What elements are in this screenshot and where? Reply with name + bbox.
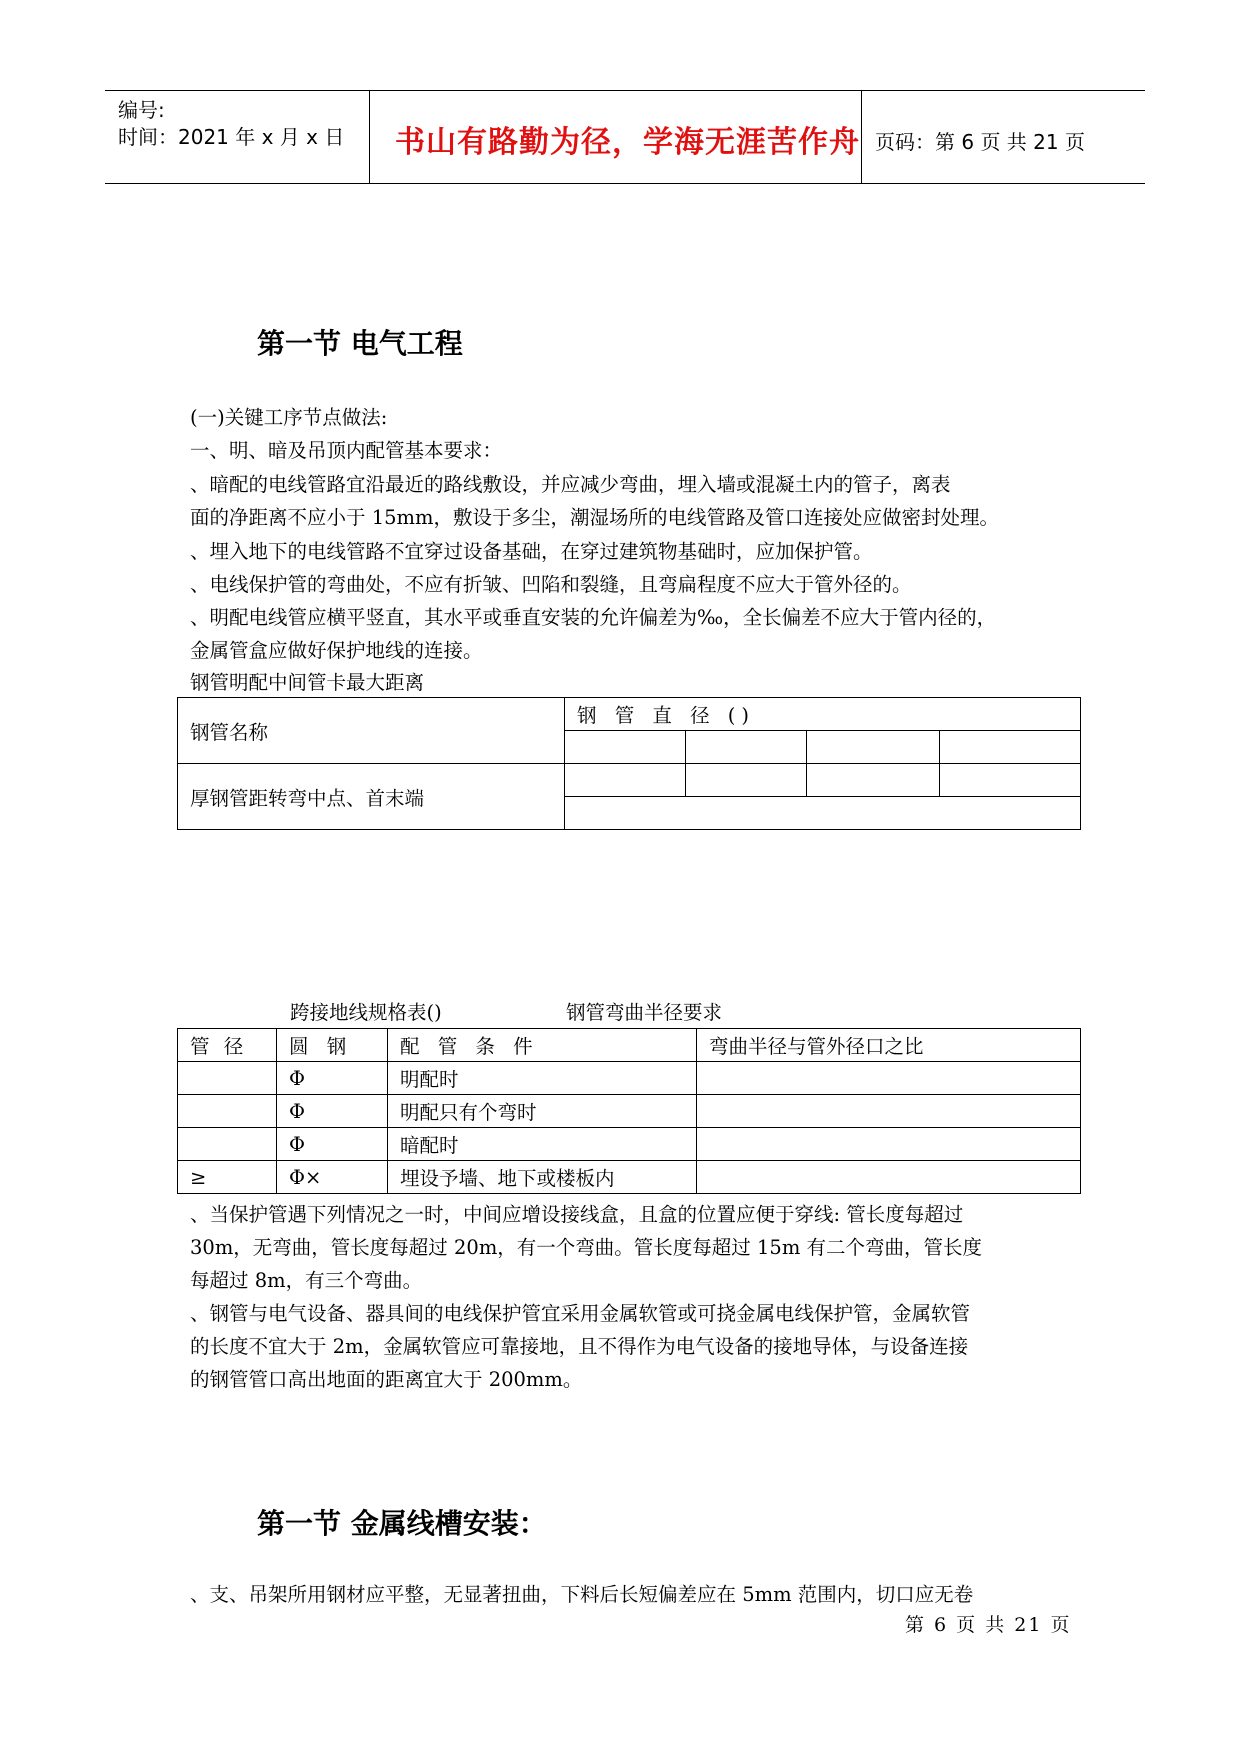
header-time-label: 时间：2021 年 x 月 x 日 (118, 125, 345, 149)
paragraph-line: 、当保护管遇下列情况之一时，中间应增设接线盒，且盒的位置应便于穿线: 管长度每超过 (190, 1203, 964, 1226)
paragraph-line: (一)关键工序节点做法: (190, 406, 388, 429)
table-cell (686, 764, 807, 797)
table-header-pipe-name: 钢管名称 (178, 698, 565, 764)
section-title-metal-trunking: 第一节 金属线槽安装： (257, 1507, 547, 1540)
header-divider-left (369, 90, 370, 184)
table-cell (940, 764, 1081, 797)
table-cell (697, 1062, 1081, 1095)
table-row (178, 1095, 1081, 1128)
table-cell (178, 1128, 277, 1161)
section-title-electrical: 第一节 电气工程 (257, 327, 463, 360)
table-header: 圆 钢 (277, 1029, 388, 1062)
table-cell (565, 731, 686, 764)
footer-page-number: 第 6 页 共 21 页 (905, 1614, 1072, 1636)
header-bottom-rule (105, 183, 1145, 184)
table-caption-bend-radius: 钢管弯曲半径要求 (566, 1001, 723, 1024)
paragraph-line: 金属管盒应做好保护地线的连接。 (190, 639, 483, 662)
header-top-rule (105, 90, 1145, 91)
table-cell (565, 764, 686, 797)
table-cell (697, 1095, 1081, 1128)
table-cell: Φ (277, 1062, 388, 1095)
paragraph-line: 一、明、暗及吊顶内配管基本要求： (190, 439, 503, 462)
table-cell: 明配只有个弯时 (388, 1095, 697, 1128)
table-cell: 埋设予墙、地下或楼板内 (388, 1161, 697, 1194)
paragraph-line: 、电线保护管的弯曲处，不应有折皱、凹陷和裂缝，且弯扁程度不应大于管外径的。 (190, 573, 912, 596)
pipe-clamp-distance-table (177, 697, 1081, 830)
table-row (178, 1128, 1081, 1161)
header-divider-right (861, 90, 862, 184)
header-page-label: 页码：第 6 页 共 21 页 (875, 130, 1085, 154)
table-cell: 明配时 (388, 1062, 697, 1095)
table-row (178, 1062, 1081, 1095)
paragraph-line: 每超过 8m，有三个弯曲。 (190, 1269, 423, 1292)
paragraph-line: 、埋入地下的电线管路不宜穿过设备基础，在穿过建筑物基础时，应加保护管。 (190, 540, 873, 563)
bend-radius-table (177, 1028, 1081, 1194)
paragraph-line: 的钢管管口高出地面的距离宜大于 200mm。 (190, 1368, 583, 1391)
table-cell: Φ (277, 1095, 388, 1128)
table-header: 管 径 (178, 1029, 277, 1062)
table-cell (686, 731, 807, 764)
paragraph-line: 、暗配的电线管路宜沿最近的路线敷设，并应减少弯曲，埋入墙或混凝土内的管子，离表 (190, 473, 951, 496)
table-caption: 钢管明配中间管卡最大距离 (190, 671, 425, 694)
table-cell: Φ× (277, 1161, 388, 1194)
table-header-pipe-diameter: 钢 管 直 径 () (565, 698, 1081, 731)
table-cell: 暗配时 (388, 1128, 697, 1161)
paragraph-line: 、钢管与电气设备、器具间的电线保护管宜采用金属软管或可挠金属电线保护管，金属软管 (190, 1302, 971, 1325)
paragraph-line: 30m，无弯曲，管长度每超过 20m，有一个弯曲。管长度每超过 15m 有二个弯曲，管长度 (190, 1236, 983, 1259)
table-row-label: 厚钢管距转弯中点、首末端 (178, 764, 565, 830)
paragraph-line: 、明配电线管应横平竖直，其水平或垂直安装的允许偏差为‰，全长偏差不应大于管内径的， (190, 606, 997, 629)
table-caption-jumper: 跨接地线规格表() (290, 1001, 442, 1024)
table-cell: Φ (277, 1128, 388, 1161)
table-cell (940, 731, 1081, 764)
table-cell (807, 731, 940, 764)
table-row (178, 1161, 1081, 1194)
table-header: 弯曲半径与管外径口之比 (697, 1029, 1081, 1062)
table-cell: ≥ (178, 1161, 277, 1194)
table-cell (178, 1095, 277, 1128)
table-cell (807, 764, 940, 797)
paragraph-line: 、支、吊架所用钢材应平整，无显著扭曲，下料后长短偏差应在 5mm 范围内，切口应无卷 (190, 1583, 974, 1606)
table-cell (697, 1161, 1081, 1194)
table-cell (178, 1062, 277, 1095)
table-cell (565, 797, 1081, 830)
header-motto: 书山有路勤为径，学海无涯苦作舟 (395, 125, 860, 160)
header-number-label: 编号: (118, 98, 165, 122)
table-cell (697, 1128, 1081, 1161)
paragraph-line: 面的净距离不应小于 15mm，敷设于多尘，潮湿场所的电线管路及管口连接处应做密封处理。 (190, 506, 999, 529)
table-header: 配 管 条 件 (388, 1029, 697, 1062)
paragraph-line: 的长度不宜大于 2m，金属软管应可靠接地，且不得作为电气设备的接地导体，与设备连接 (190, 1335, 969, 1358)
